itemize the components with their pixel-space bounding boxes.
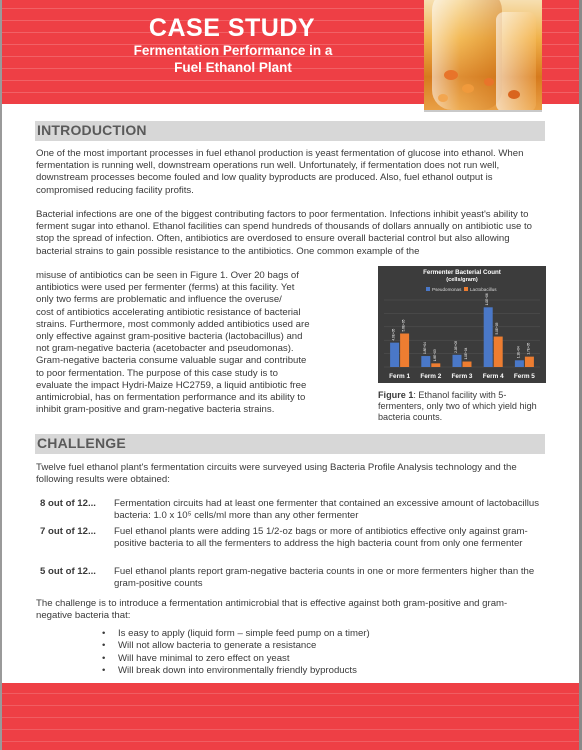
- legend-label: Lactobacillus: [470, 287, 497, 292]
- bar: [431, 363, 440, 367]
- data-label: 1.1E+04: [516, 346, 521, 359]
- chart-svg: [378, 266, 546, 383]
- fermenter-bacterial-count-chart: [378, 266, 546, 383]
- data-label: 5.8E+05: [401, 319, 406, 332]
- header-subtitle: [98, 42, 368, 76]
- paragraph-line: misuse of antibiotics can be seen in Figure 1. Over 20 bags of: [36, 270, 299, 281]
- x-tick-label: Ferm 4: [482, 373, 504, 380]
- chart-title: Fermenter Bacterial Count: [423, 269, 501, 276]
- bar: [525, 357, 534, 367]
- x-tick-label: Ferm 3: [451, 373, 473, 380]
- paragraph-line: Gram-negative bacteria consume valuable sugar and contribute: [36, 355, 307, 367]
- header-photo: [424, 0, 542, 112]
- paragraph-line: inhibit gram-positive and gram-negative bacteria strains.: [36, 404, 275, 416]
- data-label: 4.0E+05: [391, 328, 396, 341]
- list-item: • Is easy to apply (liquid form – simple feed pump on a timer): [102, 628, 370, 640]
- legend-swatch: [464, 287, 468, 291]
- finding-label: 8 out of 12...: [40, 498, 96, 509]
- introduction-paragraph-1: One of the most important processes in fuel ethanol production is yeast fermentation of glucose into ethanol. When fermentation is running well, downstream operations run well. Unfortunately, if fermentation does not run well, downstream processes become fouled and low quality byproducts are produced. Also, fuel ethanol output is compromised reducing facility profits.: [36, 148, 524, 196]
- x-tick-label: Ferm 1: [389, 373, 411, 380]
- challenge-closing: The challenge is to introduce a fermentation antimicrobial that is effective against both gram-positive and gram-negative bacteria that:: [36, 598, 508, 622]
- data-label: 1.8E+03: [432, 349, 437, 362]
- list-item: • Will have minimal to zero effect on yeast: [102, 653, 370, 665]
- paragraph-line: antibiotics were used per fermenter (ferms) at this facility. Yet: [36, 282, 295, 294]
- bar: [390, 343, 399, 367]
- bar: [494, 337, 503, 367]
- paragraph-line: strains. Furthermore, most commonly added antibiotics used are: [36, 318, 310, 330]
- figure-caption: [378, 390, 548, 424]
- x-tick-label: Ferm 5: [513, 373, 535, 380]
- legend-label: Pseudomonas: [432, 287, 462, 292]
- data-label: 5.0E+05: [495, 322, 500, 335]
- list-item: • Will break down into environmentally friendly byproducts: [102, 665, 370, 677]
- finding-text: Fermentation circuits had at least one fermenter that contained an excessive amount of lactobacillus bacteria: 1.0 x 10⁵ cells/ml more than any other fermenter: [114, 498, 540, 522]
- paragraph-line: only effective against gram-positive bacteria (lactobacillus) and: [36, 331, 303, 342]
- requirements-list: [102, 628, 370, 678]
- introduction-heading-bar: [35, 121, 545, 141]
- figure-caption-text: : Ethanol facility with 5-fermenters, only two of which yield high bacteria counts.: [378, 390, 537, 423]
- bar: [453, 355, 462, 367]
- chart-subtitle: (cells/gram): [446, 277, 478, 283]
- page-border-left: [0, 0, 2, 750]
- header-title: CASE STUDY: [148, 14, 316, 42]
- finding-text: Fuel ethanol plants report gram-negative bacteria counts in one or more fermenters higher than the gram-positive counts: [114, 566, 535, 590]
- figure-caption-label: Figure 1: [378, 390, 414, 400]
- paragraph-line: to poor fermentation. The purpose of this case study is to: [36, 367, 278, 379]
- challenge-heading: CHALLENGE: [37, 435, 126, 451]
- legend-swatch: [426, 287, 430, 291]
- data-label: 1.0E+06: [485, 293, 490, 306]
- bar: [515, 360, 524, 367]
- paragraph-line: only two ferms are problematic and influence the overuse/: [36, 294, 282, 306]
- bar: [421, 356, 430, 367]
- list-item: • Will not allow bacteria to generate a resistance: [102, 640, 370, 652]
- data-label: 1.7E+05: [526, 342, 531, 355]
- introduction-paragraph-2: Bacterial infections are one of the biggest contributing factors to poor fermentation. Infections inhibit yeast's ability to ferment sugar into ethanol. Ethanol facilities can spend hundreds of thousands of dollars annually on antibiotic use to stop the spread of infection. Often, antibiotics are overdosed to ensure overall bacterial control but also allowing bacterial strains to gain possible resistance to the antibiotics. One common example of the: [36, 209, 532, 257]
- data-label: 2.0E+05: [454, 340, 458, 353]
- bar: [484, 307, 493, 367]
- x-tick-label: Ferm 2: [420, 373, 442, 380]
- bar: [400, 334, 409, 368]
- finding-label: 7 out of 12...: [40, 526, 96, 537]
- paragraph-line: antimicrobial, has on fermentation performance and its ability to: [36, 392, 306, 403]
- header-subtitle-line1: Fermentation Performance in a: [133, 43, 333, 58]
- introduction-heading: INTRODUCTION: [37, 122, 147, 138]
- footer-banner: [2, 683, 579, 750]
- challenge-heading-bar: [35, 434, 545, 454]
- paragraph-line: evaluate the impact Hydri-Maize HC2759, a liquid antibiotic free: [36, 379, 307, 391]
- bar: [463, 362, 472, 367]
- header-subtitle-line2: Fuel Ethanol Plant: [174, 60, 292, 75]
- paragraph-line: not gram-negative bacteria (acetobacter and pseudomonas).: [36, 343, 294, 355]
- finding-text: Fuel ethanol plants were adding 15 1/2-oz bags or more of antibiotics effective only against gram-positive bacteria to all the fermenters to address the high bacteria count from only one fermenter: [114, 526, 528, 550]
- finding-label: 5 out of 12...: [40, 566, 96, 577]
- data-label: 1.0E+04: [464, 347, 468, 360]
- paragraph-line: cost of antibiotics accelerating antibiotic resistance of bacterial: [36, 306, 301, 318]
- challenge-intro: Twelve fuel ethanol plant's fermentation circuits were surveyed using Bacteria Profile Analysis technology and the following results were obtained:: [36, 462, 517, 486]
- data-label: 1.8E+04: [422, 342, 427, 355]
